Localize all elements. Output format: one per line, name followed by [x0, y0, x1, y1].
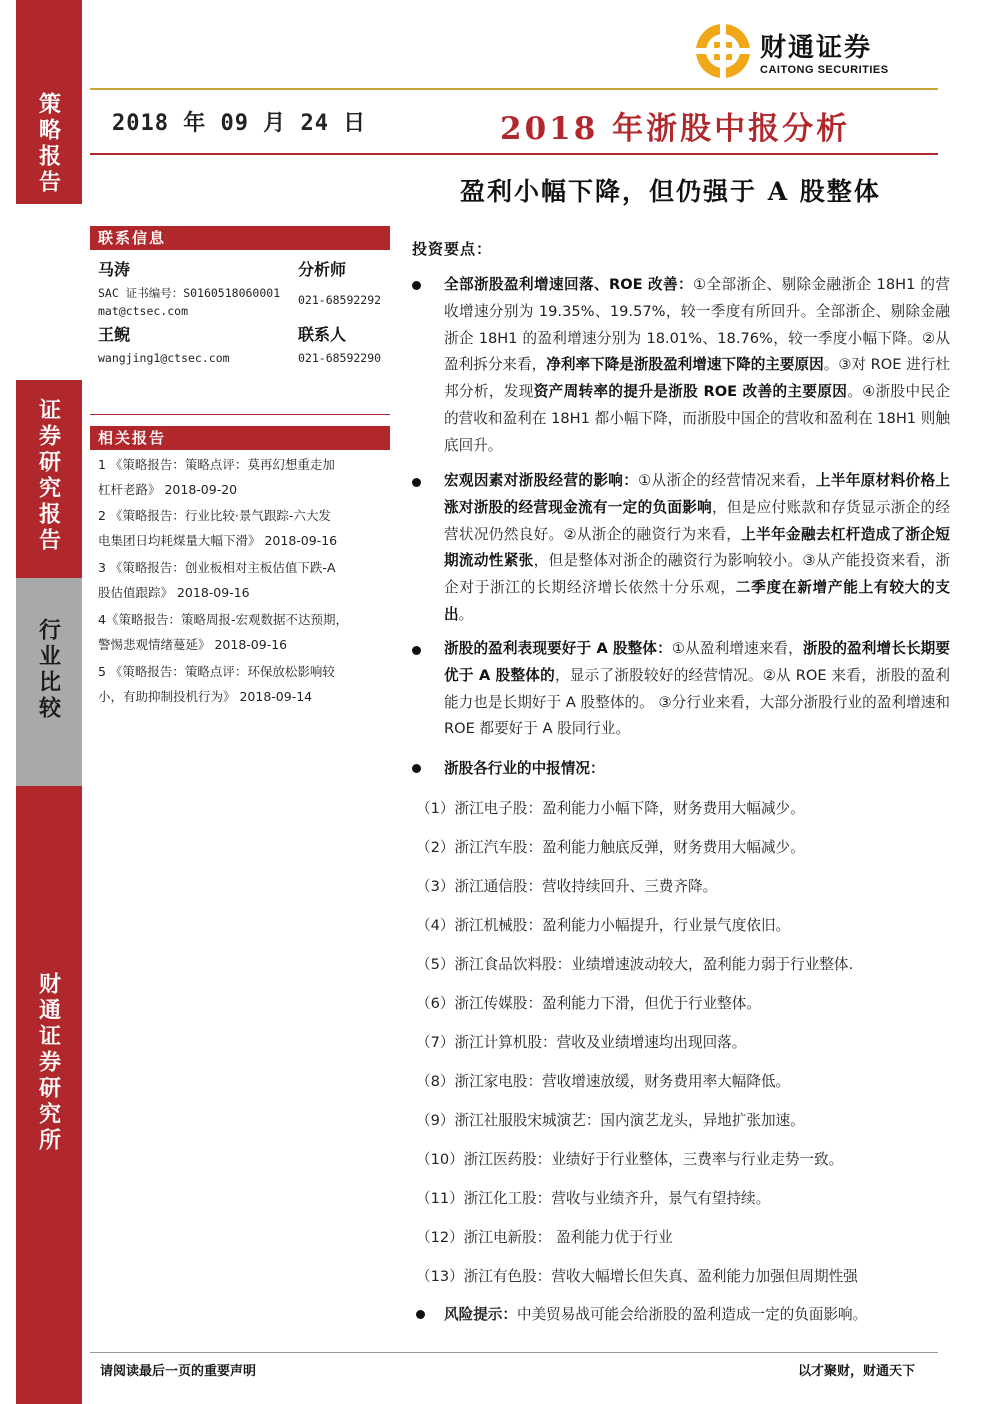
analyst-role: 分析师: [298, 260, 347, 279]
industry-item: （7）浙江计算机股：营收及业绩增速均出现回落。: [416, 1034, 747, 1051]
report-title: 2018 年浙股中报分析: [500, 111, 851, 147]
industry-item: （12）浙江电新股： 盈利能力优于行业: [416, 1229, 673, 1246]
related-report-line: 3 《策略报告：创业板相对主板估值下跌-A: [98, 560, 336, 575]
left-sidebar: [16, 0, 82, 1404]
key-point-macro-factors: [444, 468, 950, 629]
company-logo: [694, 22, 889, 80]
related-report-item[interactable]: [98, 555, 388, 605]
related-report-line: 2 《策略报告：行业比较·景气跟踪-六大发: [98, 508, 331, 523]
contact-name: 王鲵: [98, 325, 131, 344]
key-point-emphasis: 浙股的盈利增长长期要优于 A 股整体的: [444, 640, 950, 684]
industry-item: （8）浙江家电股：营收增速放缓，财务费用率大幅降低。: [416, 1073, 791, 1090]
report-date: 2018 年 09 月 24 日: [112, 111, 367, 136]
industry-item: （6）浙江传媒股：盈利能力下滑，但优于行业整体。: [416, 995, 761, 1012]
key-point-emphasis: 上半年原材料价格上涨对浙股的经营现金流有一定的负面影响: [444, 472, 950, 516]
related-report-line: 股估值跟踪》 2018-09-16: [98, 585, 250, 600]
related-report-line: 5 《策略报告：策略点评：环保放松影响较: [98, 664, 335, 679]
analyst-email[interactable]: mat@ctsec.com: [98, 304, 189, 318]
risk-warning-label: 风险提示：: [444, 1306, 517, 1323]
key-point-text: ①全部浙企、剔除金融浙企 18H1 的营收增速分别为 19.35%、19.57%，较一季度有所回升。全部浙企、剔除金融浙企 18H1 的盈利增速分别为 18.01%、18.76%，较一季度小幅下降。②从盈利拆分来看，: [444, 276, 950, 374]
related-report-line: 杠杆老路》 2018-09-20: [98, 482, 238, 497]
key-point-text: 。③对 ROE 进行杜邦分析，发现: [444, 356, 950, 401]
key-point-heading: 宏观因素对浙股经营的影响：: [444, 472, 639, 489]
industry-item: （3）浙江通信股：营收持续回升、三费齐降。: [416, 878, 718, 895]
footer-disclaimer-note[interactable]: 请阅读最后一页的重要声明: [100, 1364, 257, 1379]
contact-panel: [90, 226, 390, 250]
industry-item: （5）浙江食品饮料股：业绩增速波动较大，盈利能力弱于行业整体.: [416, 956, 854, 973]
footer-slogan: 以才聚财，财通天下: [798, 1364, 916, 1379]
key-point-emphasis: 资产周转率的提升是浙股 ROE 改善的主要原因: [533, 383, 848, 401]
key-point-emphasis: 净利率下降是浙股盈利增速下降的主要原因: [546, 356, 824, 374]
sidebar-research-report: [16, 380, 82, 578]
related-report-item[interactable]: [98, 607, 388, 657]
related-report-line: 4《策略报告：策略周报-宏观数据不达预期，: [98, 612, 348, 627]
industry-item: （9）浙江社服股宋城演艺：国内演艺龙头，异地扩张加速。: [416, 1112, 805, 1129]
key-point-emphasis: 上半年金融去杠杆造成了浙企短期流动性紧张: [444, 525, 950, 570]
key-point-emphasis: 二季度在新增产能上有较大的支出: [444, 579, 950, 623]
sidebar-institute-text: 财通证券研究所: [35, 972, 62, 1154]
logo-chinese-name: 财通证券: [760, 32, 873, 63]
sidebar-category-text: 行业比较: [35, 618, 62, 722]
report-subtitle: 盈利小幅下降，但仍强于 A 股整体: [460, 177, 881, 206]
industry-item: （2）浙江汽车股：盈利能力触底反弹，财务费用大幅减少。: [416, 839, 805, 856]
key-point-text: ，但是整体对浙企的融资行为影响较小。③从产能投资来看，浙企对于浙江的长期经济增长依然十分乐观，: [444, 552, 950, 597]
key-point-text: ①从盈利增速来看，: [671, 640, 803, 657]
sidebar-report-type-text: 策略报告: [35, 92, 62, 196]
sidebar-category: [16, 578, 82, 786]
sidebar-institute: [16, 786, 82, 1404]
industry-item: （4）浙江机械股：盈利能力小幅提升，行业景气度依旧。: [416, 917, 791, 934]
analyst-sac-number: SAC 证书编号：S0160518060001: [98, 286, 281, 300]
related-report-line: 小，有助抑制投机行为》 2018-09-14: [98, 689, 313, 704]
related-report-line: 电集团日均耗煤量大幅下滑》 2018-09-16: [98, 533, 338, 548]
key-point-text: ，显示了浙股较好的经营情况。②从 ROE 来看，浙股的盈利能力也是长期好于 A 股整体的。 ③分行业来看，大部分浙股行业的盈利增速和 ROE 都要好于 A 股同行业。: [444, 666, 950, 738]
bullet-icon: [412, 764, 421, 773]
industry-section-heading: 浙股各行业的中报情况：: [444, 760, 605, 777]
key-point-text: ①从浙企的经营情况来看，: [638, 472, 816, 489]
related-report-item[interactable]: [98, 503, 388, 553]
key-point-text: 。④浙股中民企的营收和盈利在 18H1 都小幅下降，而浙股中国企的营收和盈利在 18H1 则触底回升。: [444, 383, 950, 454]
risk-warning-text: 中美贸易战可能会给浙股的盈利造成一定的负面影响。: [516, 1306, 868, 1323]
header-divider-red: [90, 153, 938, 155]
related-reports-panel: [90, 426, 390, 450]
key-point-text: ，但是应付账款和存货显示浙企的经营状况仍然良好。②从浙企的融资行为来看，: [444, 498, 950, 543]
contact-role: 联系人: [298, 325, 347, 344]
contact-email[interactable]: wangjing1@ctsec.com: [98, 351, 230, 365]
industry-item: （1）浙江电子股：盈利能力小幅下降，财务费用大幅减少。: [416, 800, 805, 817]
contact-phone: 021-68592290: [298, 351, 382, 365]
bullet-icon: [416, 1310, 425, 1319]
contact-heading: 联系信息: [90, 226, 390, 250]
related-report-line: 1 《策略报告：策略点评：莫再幻想重走加: [98, 457, 335, 472]
logo-english-name: CAITONG SECURITIES: [760, 63, 889, 76]
key-point-heading: 浙股的盈利表现要好于 A 股整体：: [444, 640, 672, 657]
sidebar-report-type: [16, 0, 82, 204]
analyst-phone: 021-68592292: [298, 293, 382, 307]
key-points-title: 投资要点：: [412, 240, 493, 258]
bullet-icon: [412, 281, 421, 290]
industry-item: （13）浙江有色股：营收大幅增长但失真、盈利能力加强但周期性强: [416, 1268, 858, 1285]
contact-divider: [90, 414, 390, 415]
related-report-line: 警惕悲观情绪蔓延》 2018-09-16: [98, 637, 288, 652]
sidebar-research-report-text: 证券研究报告: [35, 398, 62, 554]
bullet-icon: [412, 646, 421, 655]
key-point-vs-a-shares: [444, 636, 950, 743]
industry-item: （11）浙江化工股：营收与业绩齐升，景气有望持续。: [416, 1190, 771, 1207]
key-point-heading: 全部浙股盈利增速回落、ROE 改善：: [444, 276, 694, 293]
related-reports-heading: 相关报告: [90, 426, 390, 450]
related-report-item[interactable]: [98, 452, 388, 502]
key-point-text: 。: [458, 605, 474, 623]
risk-warning: [444, 1303, 867, 1324]
analyst-name: 马涛: [98, 260, 131, 279]
key-point-profit-roe: [444, 272, 950, 460]
footer-divider: [90, 1352, 938, 1353]
related-report-item[interactable]: [98, 659, 388, 709]
bullet-icon: [412, 478, 421, 487]
caitong-logo-icon: [694, 22, 752, 80]
industry-item: （10）浙江医药股：业绩好于行业整体，三费率与行业走势一致。: [416, 1151, 844, 1168]
header-divider-gold: [90, 88, 938, 90]
